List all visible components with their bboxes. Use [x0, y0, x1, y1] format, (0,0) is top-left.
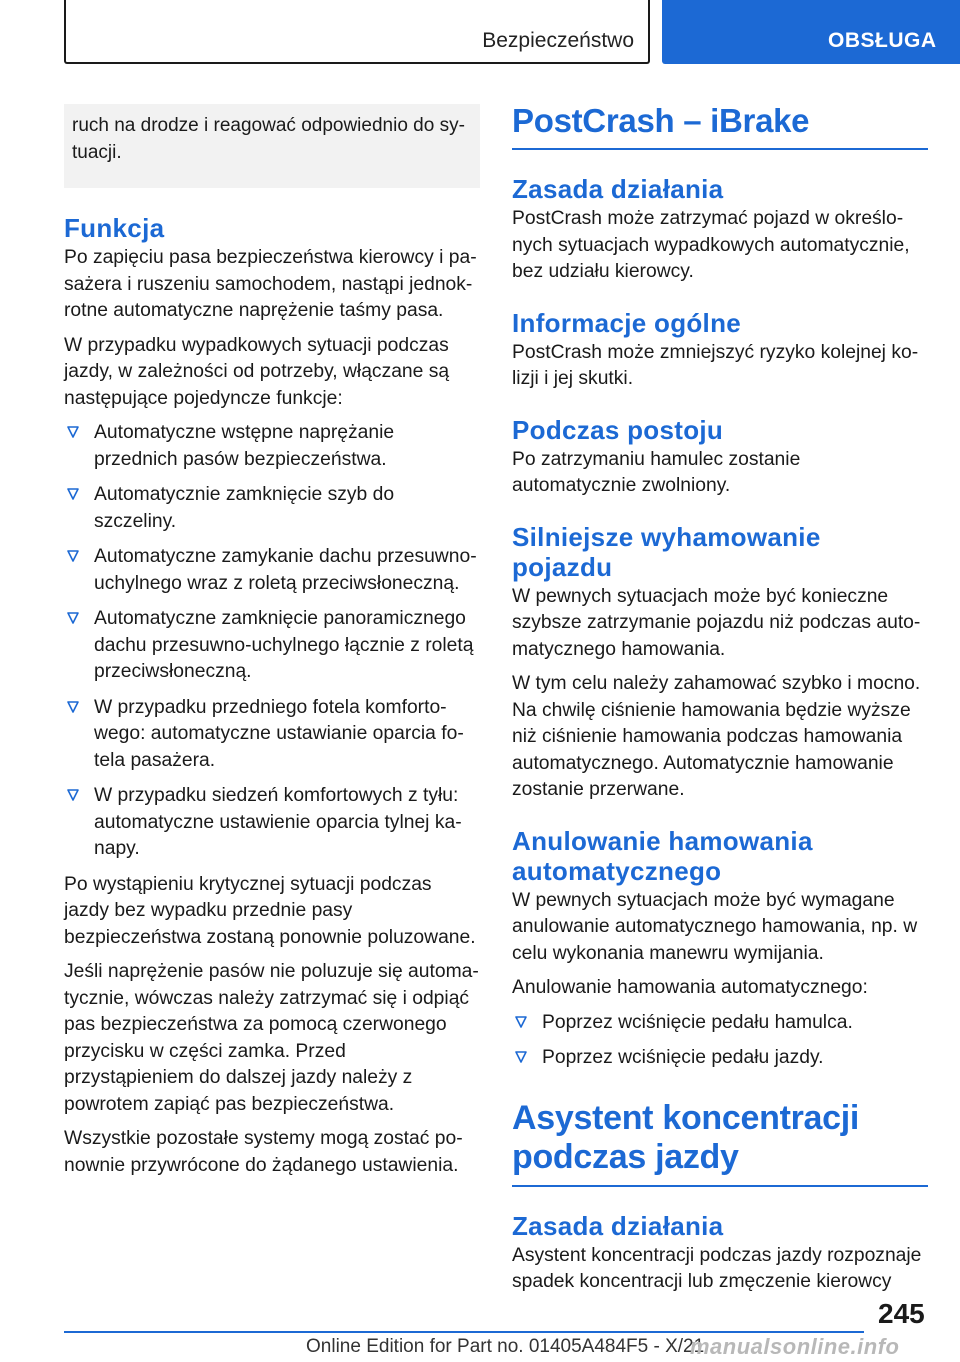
right-column	[512, 100, 928, 1304]
header-chapter-tab	[662, 0, 960, 64]
header-section-title: Bezpieczeństwo	[482, 29, 634, 52]
list-item	[64, 420, 480, 473]
triangle-bullet-icon	[514, 1014, 528, 1032]
anulowanie-text-2: Anulowanie hamowania automatycznego:	[512, 977, 868, 998]
funkcja-heading: Funkcja	[64, 213, 165, 243]
silniejsze-heading: Silniejsze wyhamowanie pojazdu	[512, 521, 821, 582]
informacje-heading: Informacje ogólne	[512, 307, 742, 338]
triangle-bullet-icon	[66, 610, 80, 628]
header-chapter-title: OBSŁUGA	[828, 29, 937, 52]
list-item-text: Automatyczne zamknięcie panoramicznego dachu przesuwno-uchylnego łącznie z roletą przeciwsłoneczną.	[94, 608, 474, 682]
funkcja-bullet-list	[64, 420, 480, 863]
list-item-text: W przypadku siedzeń komfortowych z tyłu: automatyczne ustawienie oparcia tylnej kanapy.	[94, 785, 462, 859]
triangle-bullet-icon	[66, 787, 80, 805]
note-text: ruch na drodze i reagować odpowiednio do sytuacji.	[72, 115, 465, 163]
list-item-text: Poprzez wciśnięcie pedału jazdy.	[542, 1047, 824, 1068]
funkcja-paragraph-4: Jeśli naprężenie pasów nie poluzuje się automatycznie, wówczas należy zatrzymać się i odpiąć pas bezpieczeństwa za pomocą czerwonego przycisku w części zamka. Przed przystąpieniem do dalszej jazdy należy z powrotem zapiąć pas bezpieczeństwa.	[64, 961, 479, 1115]
anulowanie-bullet-list	[512, 1010, 928, 1072]
zasada-text: PostCrash może zatrzymać pojazd w określonych sytuacjach wypadkowych automatycznie, bez udziału kierowcy.	[512, 208, 910, 282]
asystent-text: Asystent koncentracji podczas jazdy rozpoznaje spadek koncentracji lub zmęczenie kierowcy	[512, 1244, 922, 1292]
list-item-text: Automatycznie zamknięcie szyb do szczeliny.	[94, 484, 395, 532]
postoj-heading: Podczas postoju	[512, 414, 724, 445]
list-item-text: W przypadku przedniego fotela komfortowego: automatyczne ustawianie oparcia fotela pasażera.	[94, 696, 464, 771]
asystent-zasada-heading: Zasada działania	[512, 1210, 724, 1241]
left-column	[64, 100, 480, 1187]
funkcja-paragraph-3: Po wystąpieniu krytycznej sytuacji podczas jazdy bez wypadku przednie pasy bezpieczeństwa zostaną ponownie poluzowane.	[64, 873, 476, 948]
list-item-text: Automatyczne wstępne naprężanie przednich pasów bezpieczeństwa.	[94, 422, 395, 470]
footer-edition-text: Online Edition for Part no. 01405A484F5 - X/21	[306, 1336, 705, 1357]
silniejsze-text-2: W tym celu należy zahamować szybko i mocno. Na chwilę ciśnienie hamowania będzie wyższe niż ciśnienie hamowania podczas hamowania automatycznego. Automatycznie hamowanie zostanie przerwane.	[512, 673, 921, 800]
triangle-bullet-icon	[514, 1049, 528, 1067]
silniejsze-text-1: W pewnych sytuacjach może być konieczne szybsze zatrzymanie pojazdu niż podczas automatycznego hamowania.	[512, 585, 921, 660]
funkcja-paragraph-5: Wszystkie pozostałe systemy mogą zostać ponownie przywrócone do żądanego ustawienia.	[64, 1128, 463, 1176]
list-item-text: Automatyczne zamykanie dachu przesuwnouchylnego wraz z roletą przeciwsłoneczną.	[94, 546, 477, 594]
anulowanie-text-1: W pewnych sytuacjach może być wymagane anulowanie automatycznego hamowania, np. w celu wykonania manewru wymijania.	[512, 889, 918, 964]
list-item	[512, 1010, 928, 1037]
triangle-bullet-icon	[66, 548, 80, 566]
triangle-bullet-icon	[66, 486, 80, 504]
asystent-title: Asystent koncentracji podczas jazdy	[512, 1099, 928, 1187]
list-item	[64, 783, 480, 863]
informacje-text: PostCrash może zmniejszyć ryzyko kolejnej kolizji i jej skutki.	[512, 341, 919, 389]
list-item-text: Poprzez wciśnięcie pedału hamulca.	[542, 1011, 853, 1033]
footer-rule	[64, 1331, 864, 1333]
postcrash-title: PostCrash – iBrake	[512, 102, 928, 150]
postoj-text: Po zatrzymaniu hamulec zostanie automatycznie zwolniony.	[512, 448, 801, 496]
triangle-bullet-icon	[66, 699, 80, 717]
triangle-bullet-icon	[66, 424, 80, 442]
page-number: 245	[878, 1298, 925, 1329]
list-item	[64, 482, 480, 535]
anulowanie-heading: Anulowanie hamowania automatycznego	[512, 825, 813, 886]
list-item	[64, 695, 480, 775]
note-box	[64, 104, 480, 188]
funkcja-paragraph-2: W przypadku wypadkowych sytuacji podczas jazdy, w zależności od potrzeby, włączane są następujące pojedyncze funkcje:	[64, 334, 450, 409]
list-item	[512, 1045, 928, 1072]
list-item	[64, 606, 480, 686]
header-section-tab	[64, 0, 650, 64]
watermark: manualsonline.info	[690, 1334, 900, 1359]
zasada-heading: Zasada działania	[512, 174, 724, 204]
funkcja-paragraph-1: Po zapięciu pasa bezpieczeństwa kierowcy i pasażera i ruszeniu samochodem, nastąpi jednokrotne automatyczne naprężenie taśmy pasa.	[64, 247, 477, 321]
list-item	[64, 544, 480, 597]
